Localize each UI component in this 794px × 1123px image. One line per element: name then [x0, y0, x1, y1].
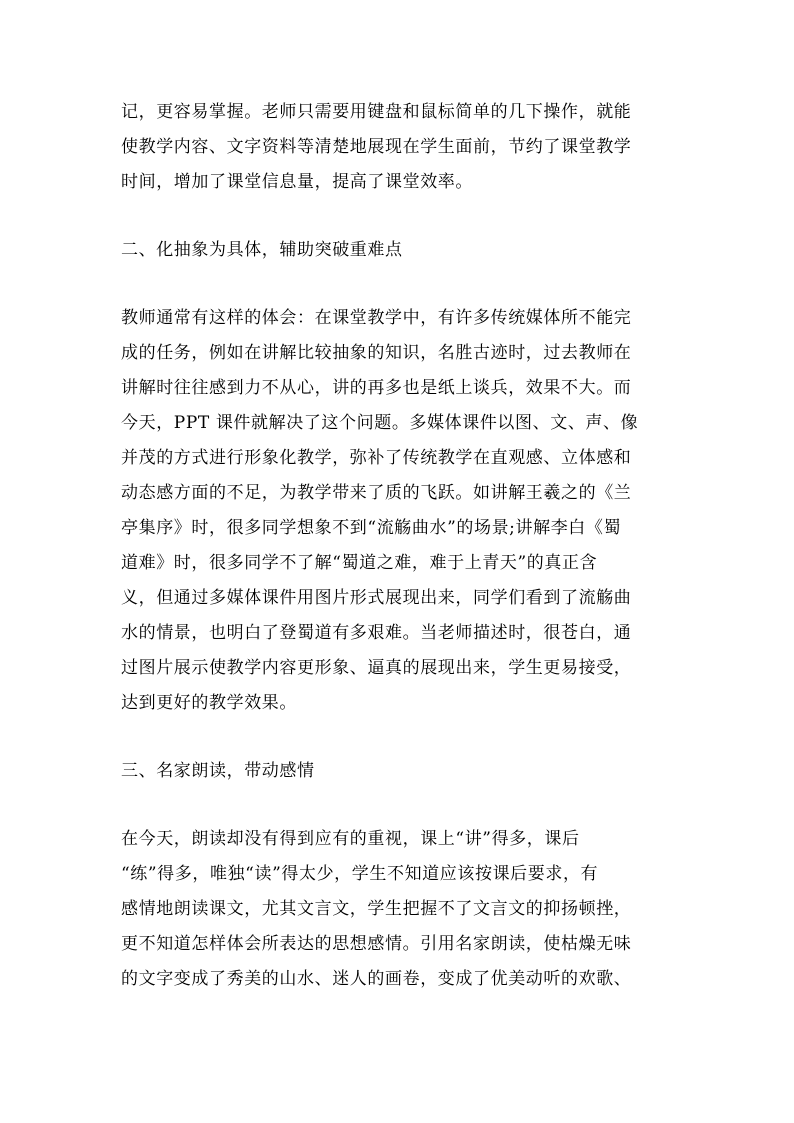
text-line: 使教学内容、文字资料等清楚地展现在学生面前，节约了课堂教学 [121, 137, 632, 157]
text-line: “练”得多，唯独“读”得太少，学生不知道应该按课后要求，有 [121, 864, 599, 884]
text-line: 记，更容易掌握。老师只需要用键盘和鼠标简单的几下操作，就能 [121, 102, 632, 122]
text-line: 亭集序》时，很多同学想象不到“流觞曲水”的场景;讲解李白《蜀 [121, 518, 622, 538]
text-line: 今天，PPT 课件就解决了这个问题。多媒体课件以图、文、声、像 [121, 413, 639, 433]
text-line: 时间，增加了课堂信息量，提高了课堂效率。 [121, 172, 473, 192]
section-heading: 三、名家朗读，带动感情 [121, 761, 315, 781]
text-line: 成的任务，例如在讲解比较抽象的知识，名胜古迹时，过去教师在 [121, 343, 632, 363]
text-line: 过图片展示使教学内容更形象、逼真的展现出来，学生更易接受， [121, 658, 632, 678]
section-heading: 二、化抽象为具体，辅助突破重难点 [121, 240, 403, 260]
text-line: 达到更好的教学效果。 [121, 693, 297, 713]
text-line: 的文字变成了秀美的山水、迷人的画卷，变成了优美动听的欢歌、 [121, 969, 632, 989]
text-line: 动态感方面的不足，为教学带来了质的飞跃。如讲解王羲之的《兰 [121, 483, 632, 503]
text-line: 义，但通过多媒体课件用图片形式展现出来，同学们看到了流觞曲 [121, 588, 632, 608]
text-line: 讲解时往往感到力不从心，讲的再多也是纸上谈兵，效果不大。而 [121, 378, 632, 398]
text-line: 并茂的方式进行形象化教学，弥补了传统教学在直观感、立体感和 [121, 448, 632, 468]
text-line: 水的情景，也明白了登蜀道有多艰难。当老师描述时，很苍白，通 [121, 623, 632, 643]
text-line: 在今天，朗读却没有得到应有的重视，课上“讲”得多，课后 [121, 829, 580, 849]
text-line: 更不知道怎样体会所表达的思想感情。引用名家朗读，使枯燥无味 [121, 934, 632, 954]
text-line: 感情地朗读课文，尤其文言文，学生把握不了文言文的抑扬顿挫， [121, 899, 632, 919]
text-line: 道难》时，很多同学不了解“蜀道之难，难于上青天”的真正含 [121, 553, 598, 573]
text-line: 教师通常有这样的体会：在课堂教学中，有许多传统媒体所不能完 [121, 308, 632, 328]
